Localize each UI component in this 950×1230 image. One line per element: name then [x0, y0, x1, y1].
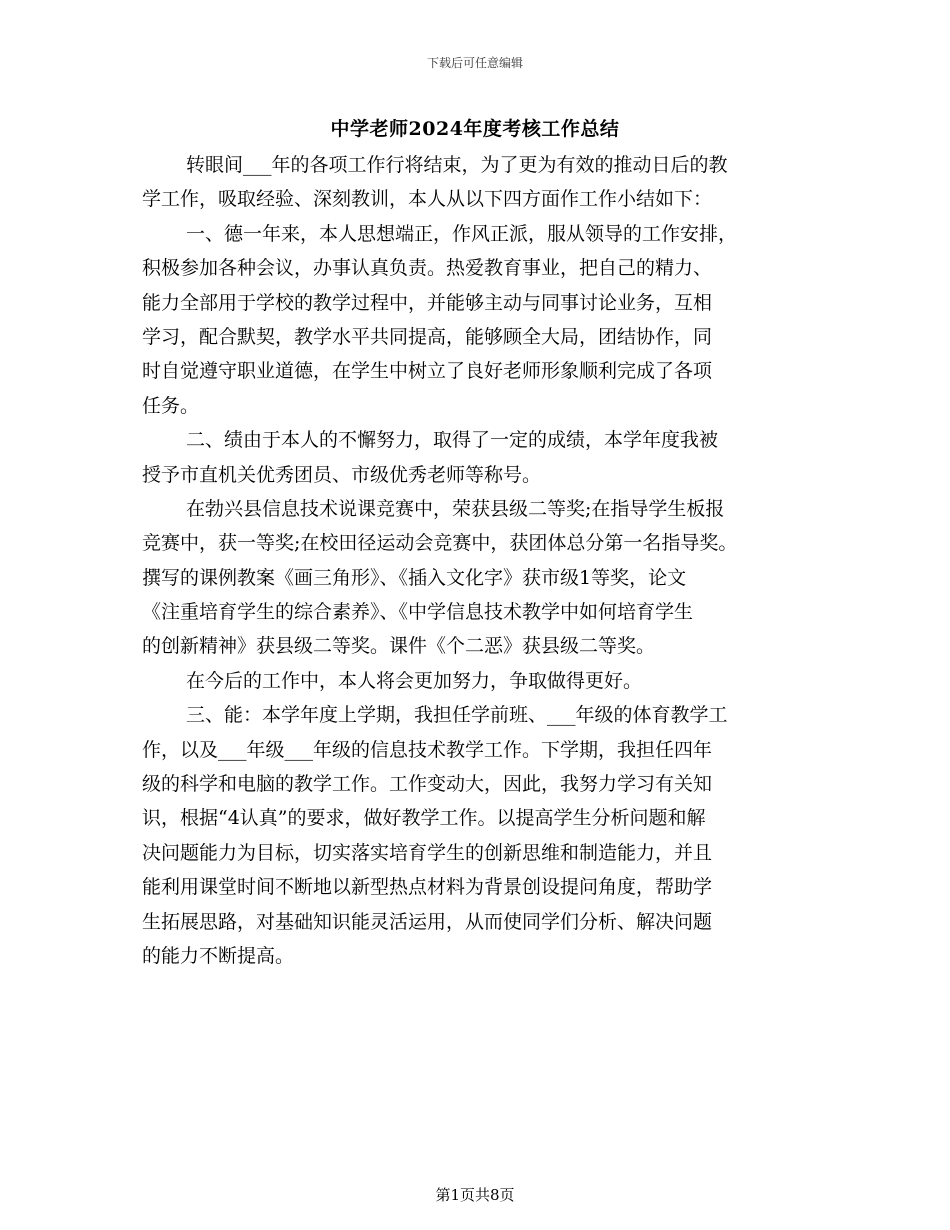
body-text-line: 学工作，吸取经验、深刻教训，本人从以下四方面作工作小结如下： [142, 188, 713, 211]
body-text-line: 能利用课堂时间不断地以新型热点材料为背景创设提问角度，帮助学 [142, 876, 713, 899]
body-text-line: 生拓展思路，对基础知识能灵活运用，从而使同学们分析、解决问题 [142, 910, 713, 933]
body-text-line: 作，以及___年级___年级的信息技术教学工作。下学期，我担任四年 [142, 738, 713, 761]
document-title: 中学老师2024年度考核工作总结 [330, 118, 620, 140]
body-text-line: 积极参加各种会议，办事认真负责。热爱教育事业，把自己的精力、 [142, 257, 713, 280]
body-text-line: 决问题能力为目标，切实落实培育学生的创新思维和制造能力，并且 [142, 841, 713, 864]
body-text-line: 级的科学和电脑的教学工作。工作变动大，因此，我努力学习有关知 [142, 773, 713, 796]
body-text-line: 撰写的课例教案《画三角形》、《插入文化字》获市级1等奖，论文 [142, 566, 687, 589]
body-text-line: 的能力不断提高。 [142, 944, 295, 967]
body-text-line: 一、德一年来，本人思想端正，作风正派，服从领导的工作安排， [186, 222, 738, 245]
body-text-line: 任务。 [142, 394, 200, 417]
body-text-line: 学习，配合默契，教学水平共同提高，能够顾全大局，团结协作，同 [142, 325, 713, 348]
body-text-line: 时自觉遵守职业道德，在学生中树立了良好老师形象顺利完成了各项 [142, 360, 713, 383]
body-text-line: 识，根据“4认真”的要求，做好教学工作。以提高学生分析问题和解 [142, 807, 706, 830]
body-text-line: 能力全部用于学校的教学过程中，并能够主动与同事讨论业务，互相 [142, 291, 713, 314]
body-text-line: 三、能：本学年度上学期，我担任学前班、___年级的体育教学工 [186, 704, 728, 727]
body-text-line: 在勃兴县信息技术说课竞赛中，荣获县级二等奖;在指导学生板报 [186, 497, 725, 520]
body-text-line: 转眼间___年的各项工作行将结束，为了更为有效的推动日后的教 [186, 154, 728, 176]
body-text-line: 二、绩由于本人的不懈努力，取得了一定的成绩，本学年度我被 [186, 429, 719, 452]
document-body [142, 148, 810, 973]
body-text-line: 授予市直机关优秀团员、市级优秀老师等称号。 [142, 463, 542, 486]
body-text-line: 《注重培育学生的综合素养》、《中学信息技术教学中如何培育学生 [142, 601, 694, 624]
page-header-note: 下载后可任意编辑 [426, 56, 523, 70]
page-number: 第1页共8页 [435, 1186, 515, 1204]
body-text-line: 的创新精神》获县级二等奖。课件《个二恶》获县级二等奖。 [142, 635, 656, 658]
body-text-line: 在今后的工作中，本人将会更加努力，争取做得更好。 [186, 669, 643, 692]
body-text-line: 竞赛中，获一等奖;在校田径运动会竞赛中，获团体总分第一名指导奖。 [142, 532, 738, 555]
